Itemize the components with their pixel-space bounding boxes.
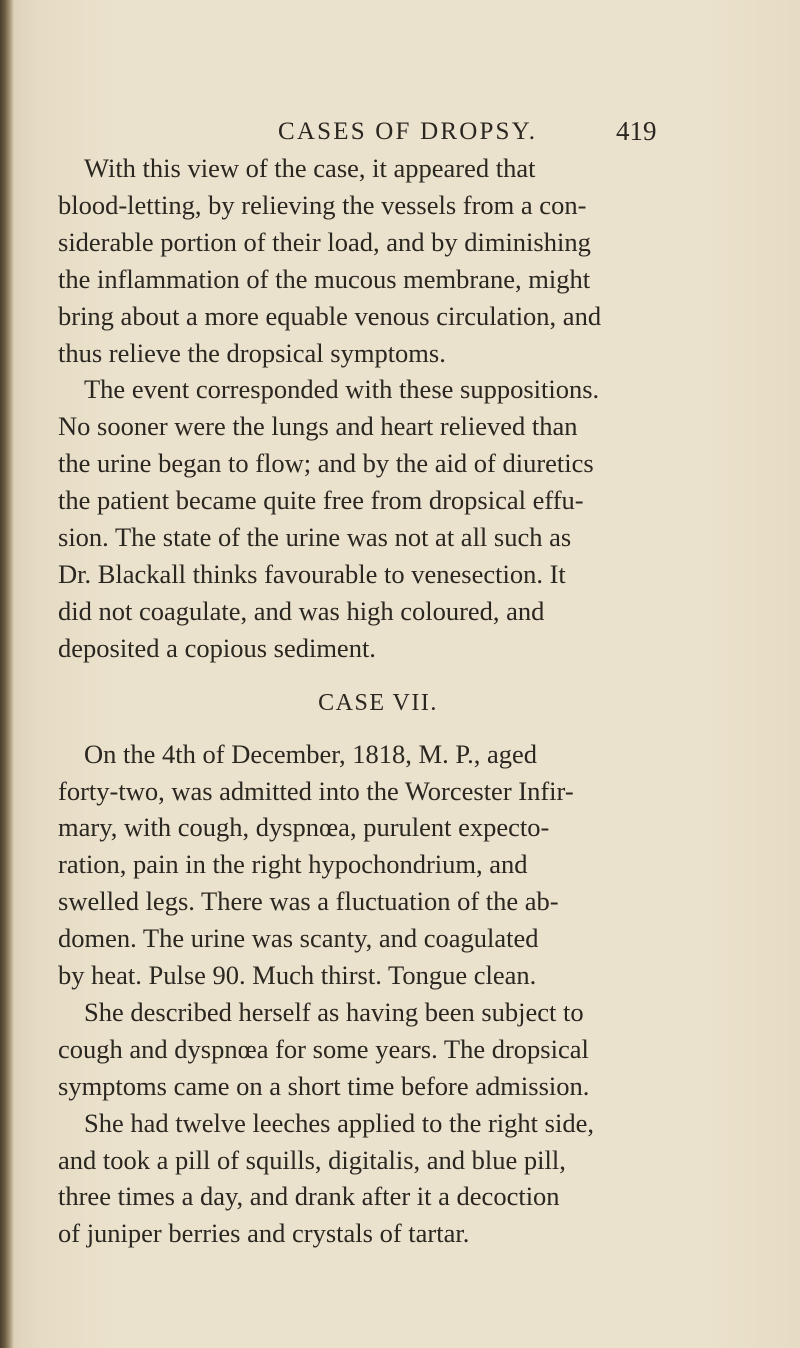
text-line: mary, with cough, dyspnœa, purulent expecto-	[58, 812, 550, 843]
body-text	[58, 150, 778, 1252]
text-line: by heat. Pulse 90. Much thirst. Tongue clean.	[58, 960, 537, 991]
text-line: cough and dyspnœa for some years. The dropsical	[58, 1033, 589, 1064]
text-line: thus relieve the dropsical symptoms.	[58, 337, 446, 368]
case-heading: CASE VII.	[318, 689, 438, 716]
text-line: With this view of the case, it appeared that	[84, 153, 536, 183]
text-line: the inflammation of the mucous membrane, might	[58, 263, 591, 294]
text-line: the urine began to flow; and by the aid of diuretics	[58, 448, 594, 479]
text-line: of juniper berries and crystals of tartar.	[58, 1218, 470, 1249]
text-line: did not coagulate, and was high coloured, and	[58, 595, 545, 626]
text-line: blood-letting, by relieving the vessels from a con-	[58, 189, 587, 220]
text-line: swelled legs. There was a fluctuation of the ab-	[58, 886, 559, 917]
text-line: ration, pain in the right hypochondrium, and	[58, 849, 528, 880]
text-line: She described herself as having been subject to	[84, 996, 584, 1027]
text-line: deposited a copious sediment.	[58, 632, 376, 663]
text-line: sion. The state of the urine was not at all such as	[58, 522, 572, 553]
text-line: The event corresponded with these suppositions.	[84, 374, 600, 405]
text-line: and took a pill of squills, digitalis, and blue pill,	[58, 1144, 566, 1175]
text-line: She had twelve leeches applied to the right side,	[84, 1107, 594, 1138]
text-line: No sooner were the lungs and heart relieved than	[58, 411, 578, 442]
text-line: the patient became quite free from dropsical effu-	[58, 485, 584, 516]
page-number: 419	[616, 116, 657, 146]
text-line: bring about a more equable venous circulation, and	[58, 300, 602, 331]
page-header	[0, 112, 800, 152]
text-line: siderable portion of their load, and by diminishing	[58, 226, 591, 257]
text-line: three times a day, and drank after it a decoction	[58, 1181, 560, 1212]
text-line: On the 4th of December, 1818, M. P., aged	[84, 738, 538, 769]
text-line: Dr. Blackall thinks favourable to venesection. It	[58, 558, 566, 589]
text-line: forty-two, was admitted into the Worcester Infir-	[58, 775, 574, 806]
running-head: CASES OF DROPSY.	[278, 118, 538, 145]
text-line: symptoms came on a short time before admission.	[58, 1070, 590, 1101]
binding-gutter	[0, 0, 14, 1348]
text-line: domen. The urine was scanty, and coagulated	[58, 923, 539, 954]
